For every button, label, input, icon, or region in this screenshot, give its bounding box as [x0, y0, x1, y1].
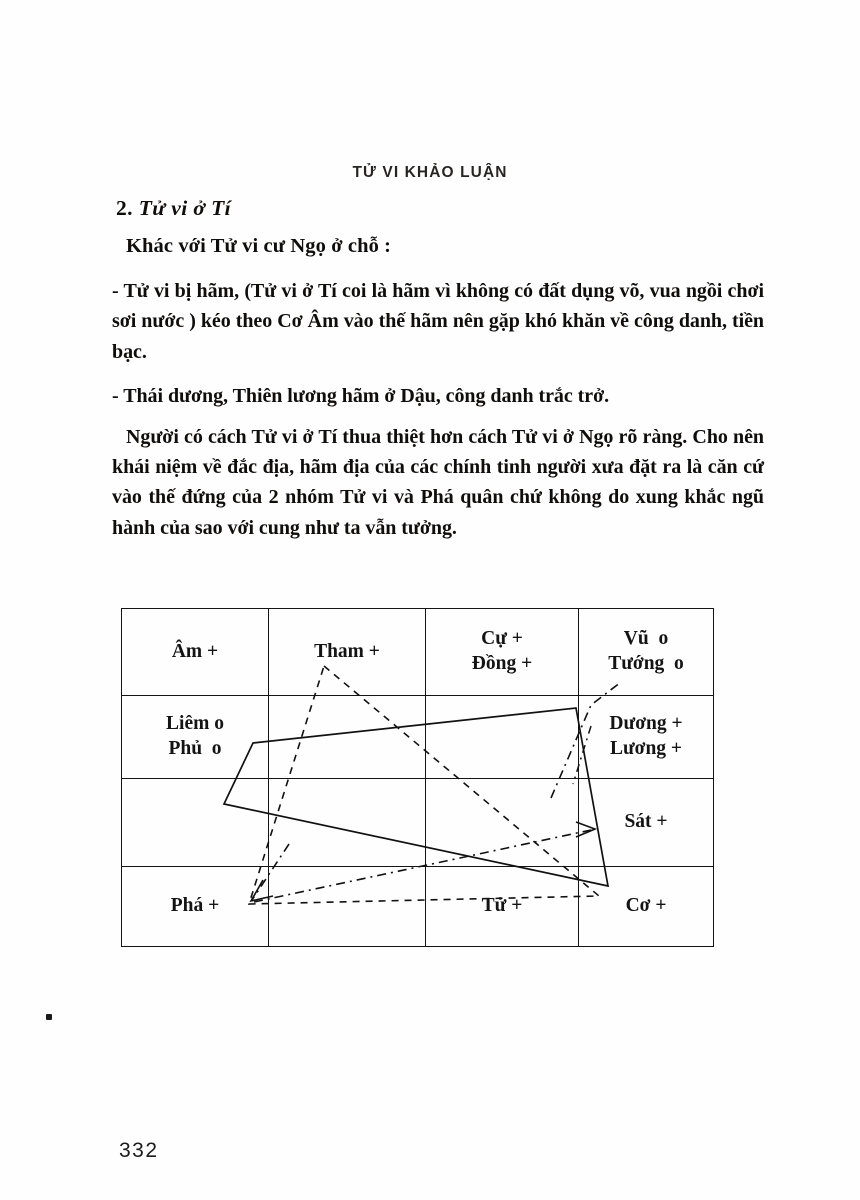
chart-cell-line: Cơ +: [625, 895, 667, 917]
chart-cell-line: Cự +: [481, 628, 523, 650]
chart-cell-r1c2: [269, 609, 426, 696]
chart-cell-line: Vũ o: [623, 628, 669, 650]
astrology-chart: [121, 608, 713, 946]
table-row: [122, 867, 714, 947]
chart-cell-line: Tướng o: [608, 653, 684, 674]
chart-cell-r4c4: [579, 867, 714, 947]
chart-cell-r2c1: [122, 696, 269, 779]
chart-cell-r4c3: [426, 867, 579, 947]
chart-cell-r3c4: [579, 779, 714, 867]
paragraph-1: - Tử vi bị hãm, (Tử vi ở Tí coi là hãm vì không có đất dụng võ, vua ngồi chơi sơi nước ) kéo theo Cơ Âm vào thế hãm nên gặp khó khăn về công danh, tiền bạc.: [112, 280, 764, 363]
table-row: [122, 779, 714, 867]
section-number: 2.: [116, 196, 133, 220]
section-title-text: Tử vi ở Tí: [138, 196, 232, 220]
chart-cell-r4c1: [122, 867, 269, 947]
section-lead: Khác với Tử vi cư Ngọ ở chỗ :: [126, 235, 392, 257]
chart-cell-line: Tham +: [314, 640, 380, 662]
chart-cell-r3c1: [122, 779, 269, 867]
chart-cell-r3c3: [426, 779, 579, 867]
chart-cell-r1c1: [122, 609, 269, 696]
chart-cell-line: Liêm o: [166, 713, 224, 735]
chart-cell-line: Đồng +: [471, 653, 533, 674]
chart-cell-line: Tử +: [481, 895, 523, 917]
chart-cell-r2c4: [579, 696, 714, 779]
chart-cell-line: Âm +: [171, 640, 219, 662]
chart-cell-r4c2: [269, 867, 426, 947]
table-row: [122, 609, 714, 696]
chart-cell-line: Lương +: [609, 738, 683, 759]
page-number: 332: [119, 1139, 159, 1162]
chart-cell-line: Phá +: [170, 895, 220, 917]
chart-cell-line: Dương +: [609, 713, 683, 735]
chart-cell-line: Sát +: [624, 811, 668, 833]
paragraph-3: Người có cách Tử vi ở Tí thua thiệt hơn cách Tử vi ở Ngọ rõ ràng. Cho nên khái niệm về đắc địa, hãm địa của các chính tinh người xưa đặt ra là căn cứ vào thế đứng của 2 nhóm Tử vi và Phá quân chứ không do xung khắc ngũ hành của sao với cung như ta vẫn tưởng.: [112, 425, 764, 539]
chart-cell-r1c4: [579, 609, 714, 696]
body-text: [112, 196, 764, 557]
chart-cell-r2c3: [426, 696, 579, 779]
chart-cell-r1c3: [426, 609, 579, 696]
paragraph-2: - Thái dương, Thiên lương hãm ở Dậu, công danh trắc trở.: [112, 385, 610, 408]
chart-cell-r3c2: [269, 779, 426, 867]
table-row: [122, 696, 714, 779]
chart-cell-line: Phủ o: [168, 738, 222, 759]
scan-speck: [46, 1014, 52, 1020]
chart-grid: [121, 608, 714, 947]
chart-cell-r2c2: [269, 696, 426, 779]
section-heading: [116, 196, 764, 221]
running-head: TỬ VI KHẢO LUẬN: [352, 164, 508, 181]
